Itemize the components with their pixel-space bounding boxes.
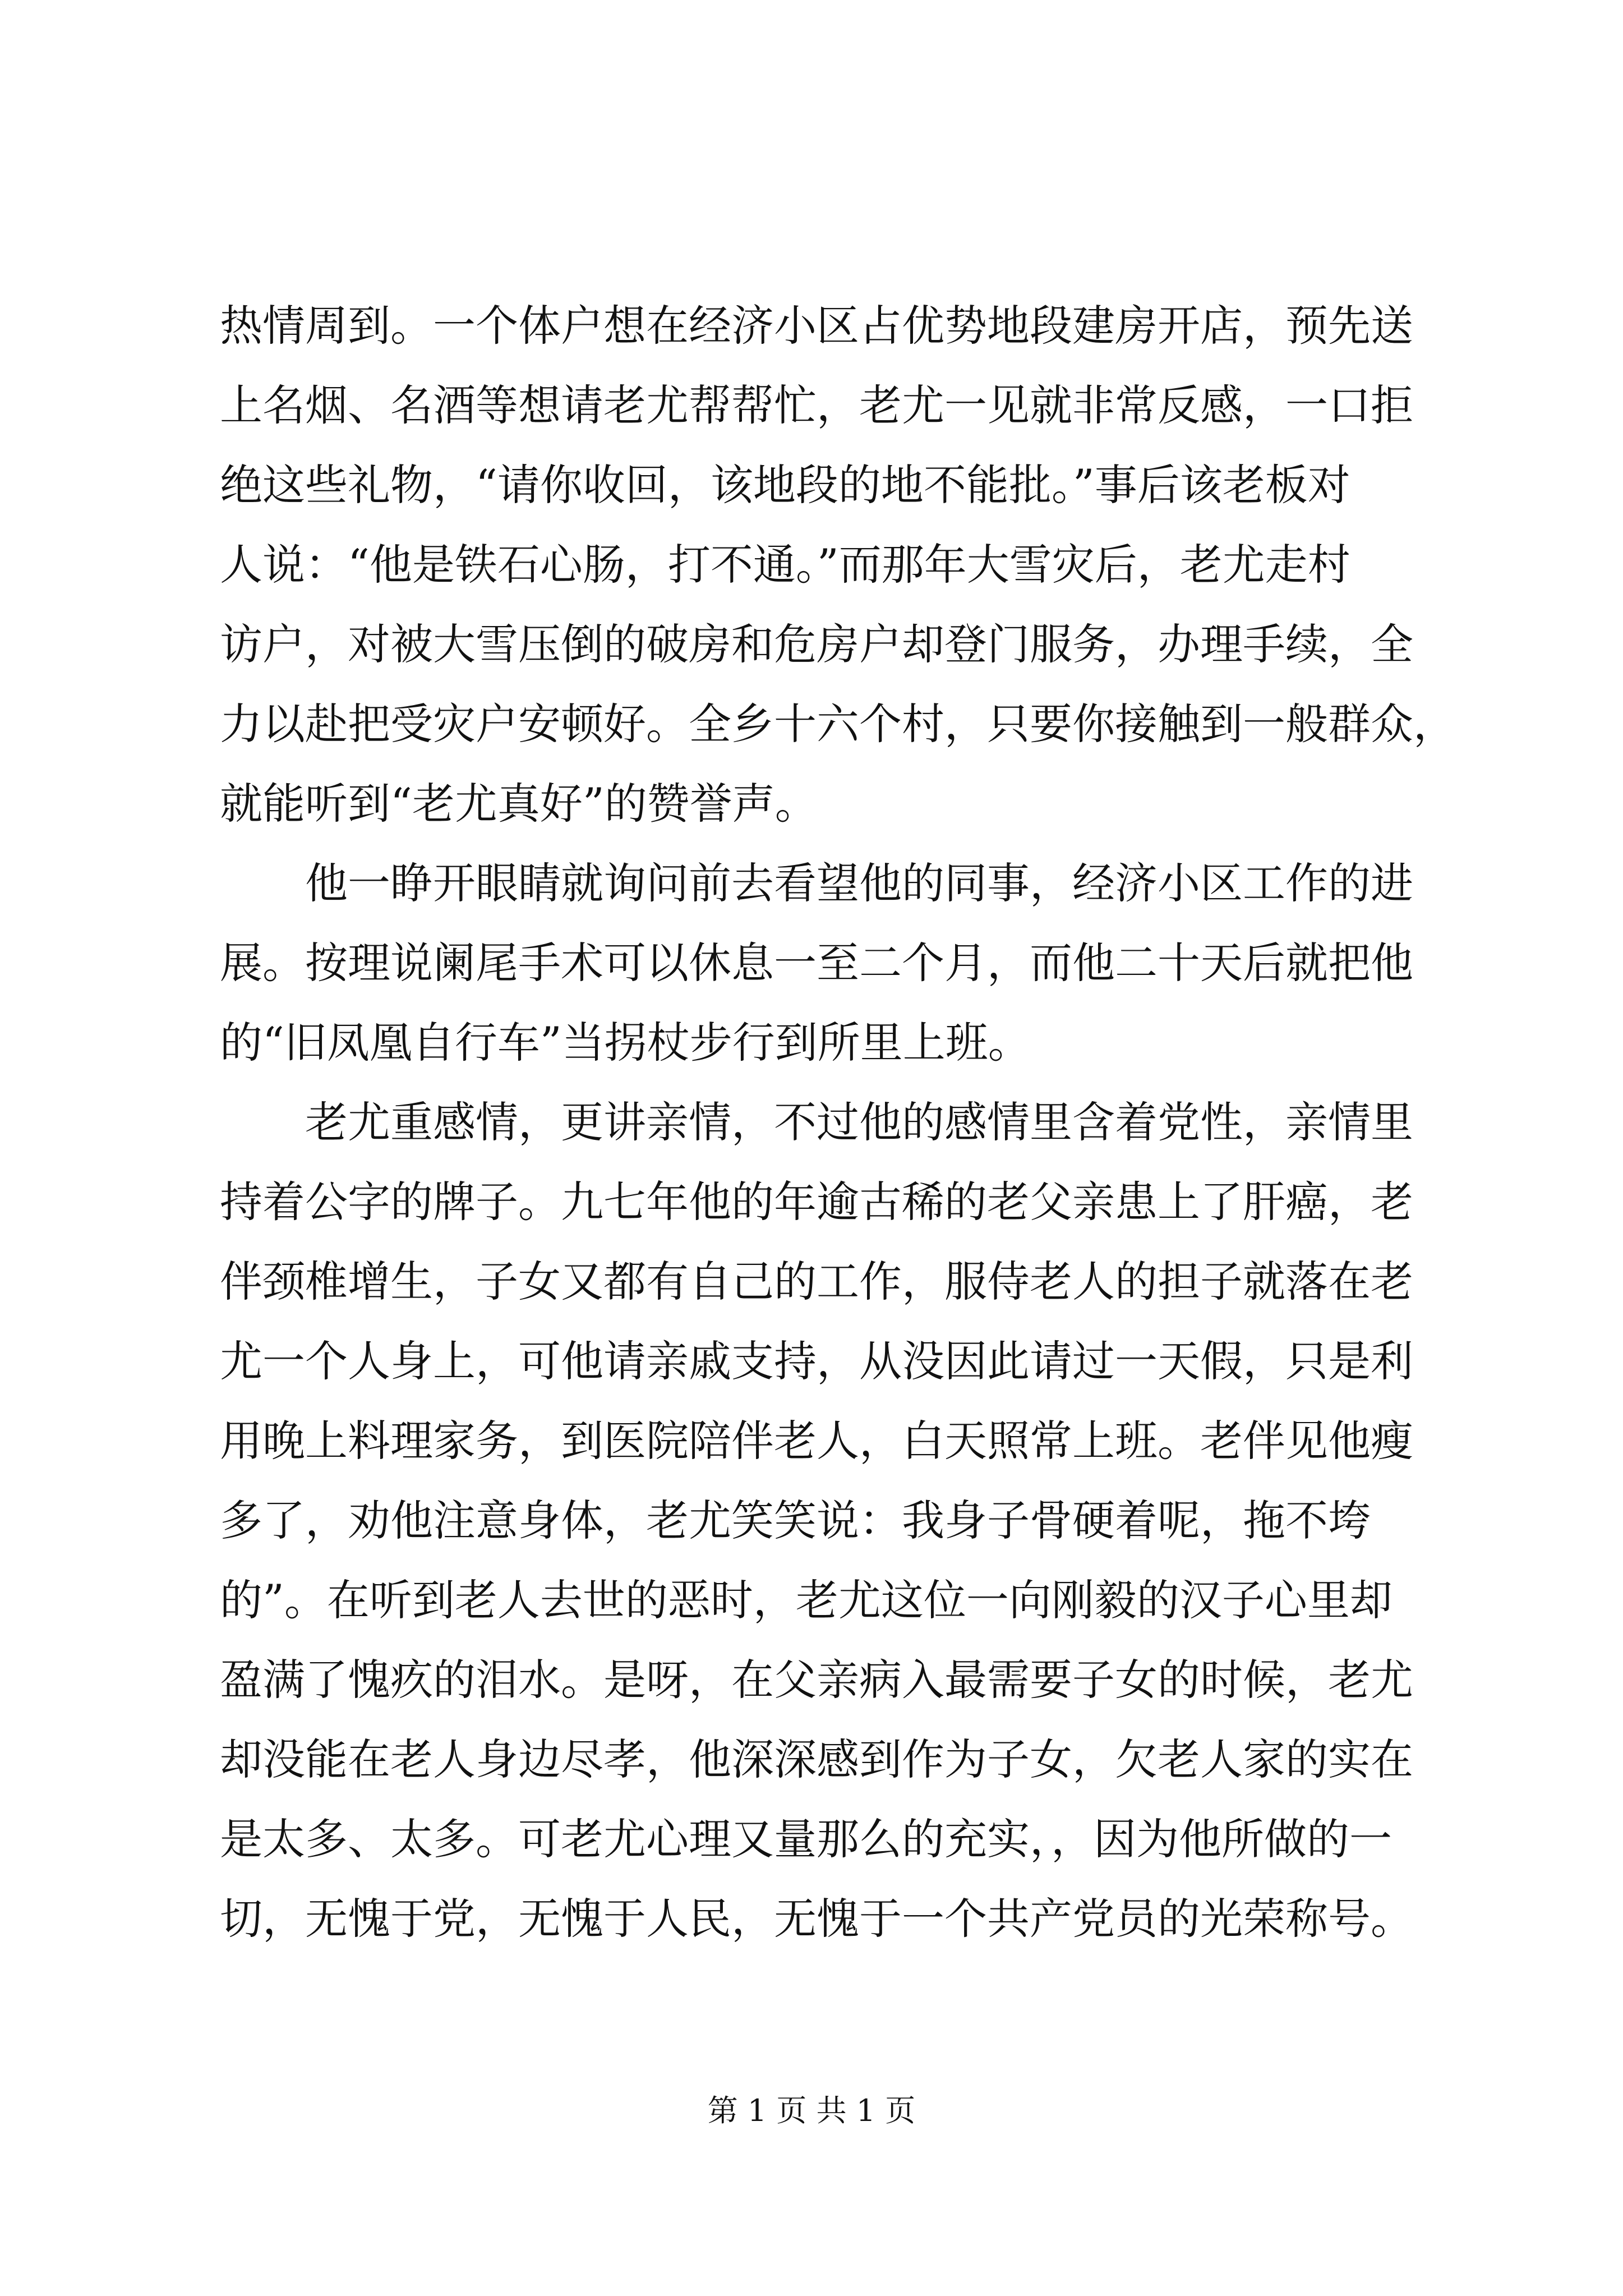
text-line: 力以赴把受灾户安顿好。全乡十六个村，只要你接触到一般群众，: [220, 699, 1456, 749]
text-line: 尤一个人身上，可他请亲戚支持，从没因此请过一天假，只是利: [220, 1336, 1413, 1386]
text-line: 展。按理说阑尾手术可以休息一至二个月，而他二十天后就把他: [220, 938, 1413, 988]
text-line: 用晚上料理家务，到医院陪伴老人，白天照常上班。老伴见他瘦: [220, 1416, 1413, 1466]
text-line: 的”。在听到老人去世的恶时，老尤这位一向刚毅的汉子心里却: [220, 1575, 1393, 1625]
text-line: 老尤重感情，更讲亲情，不过他的感情里含着党性，亲情里: [220, 1097, 1413, 1147]
text-line: 热情周到。一个体户想在经济小区占优势地段建房开店，预先送: [220, 301, 1413, 351]
text-line: 持着公字的牌子。九七年他的年逾古稀的老父亲患上了肝癌，老: [220, 1177, 1413, 1227]
text-line: 的“旧凤凰自行车”当拐杖步行到所里上班。: [220, 1018, 1031, 1068]
text-line: 是太多、太多。可老尤心理又量那么的充实，，因为他所做的一: [220, 1814, 1392, 1864]
text-line: 人说：“他是铁石心肠，打不通。”而那年大雪灾后，老尤走村: [220, 540, 1350, 590]
text-line: 伴颈椎增生，子女又都有自己的工作，服侍老人的担子就落在老: [220, 1257, 1413, 1306]
text-line: 上名烟、名酒等想请老尤帮帮忙，老尤一见就非常反感，一口拒: [220, 380, 1413, 430]
text-line: 就能听到“老尤真好”的赞誉声。: [220, 779, 818, 829]
text-line: 却没能在老人身边尽孝，他深深感到作为子女，欠老人家的实在: [220, 1734, 1413, 1784]
text-line: 切，无愧于党，无愧于人民，无愧于一个共产党员的光荣称号。: [220, 1894, 1413, 1944]
text-line: 多了，劝他注意身体，老尤笑笑说：我身子骨硬着呢，拖不垮: [220, 1496, 1371, 1545]
page-footer: 第 1 页 共 1 页: [707, 2093, 916, 2128]
text-line: 盈满了愧疚的泪水。是呀，在父亲病入最需要子女的时候，老尤: [220, 1655, 1413, 1705]
text-line: 绝这些礼物，“请你收回，该地段的地不能批。”事后该老板对: [220, 460, 1350, 510]
text-line: 访户，对被大雪压倒的破房和危房户却登门服务，办理手续，全: [220, 619, 1413, 669]
text-line: 他一睁开眼睛就询问前去看望他的同事，经济小区工作的进: [220, 858, 1413, 908]
body-text: [220, 286, 1456, 1959]
